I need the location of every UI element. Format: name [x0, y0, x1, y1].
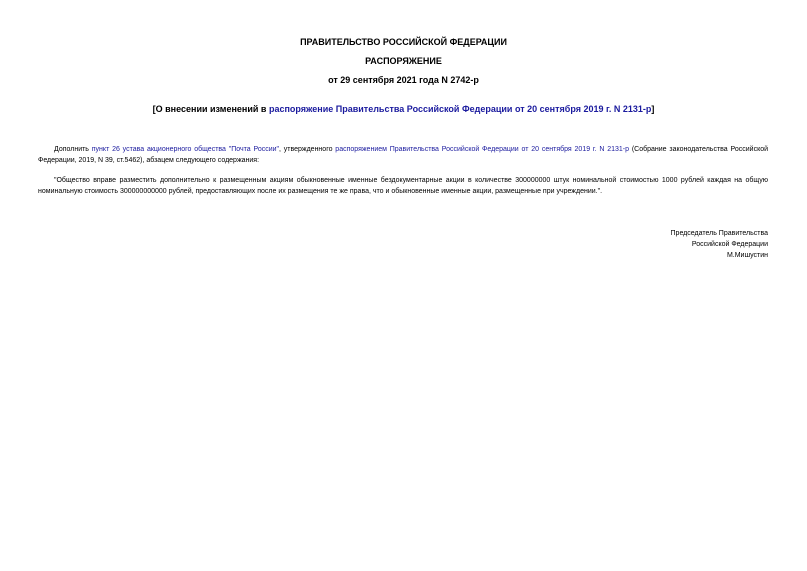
document-subject — [0, 104, 807, 115]
paragraph1-text-1: Дополнить — [54, 146, 92, 153]
document-date: от 29 сентября 2021 года N 2742-р — [328, 75, 479, 85]
subject-reference-link[interactable]: распоряжение Правительства Российской Федерации от 20 сентября 2019 г. N 2131-р — [268, 104, 652, 114]
signature-country: Российской Федерации — [691, 241, 768, 248]
subject-suffix: ] — [651, 104, 655, 114]
charter-clause-link[interactable]: пункт 26 устава акционерного общества "Почта России" — [91, 146, 280, 153]
amendment-paragraph — [38, 144, 768, 166]
signature-position: Председатель Правительства — [670, 230, 768, 237]
document-type: РАСПОРЯЖЕНИЕ — [365, 56, 442, 66]
signature-name: М.Мишустин — [726, 252, 768, 259]
signature-block — [671, 228, 768, 261]
paragraph1-text-2: , утвержденного — [279, 146, 336, 153]
order-reference-link[interactable]: распоряжением Правительства Российской Федерации от 20 сентября 2019 г. N 2131-р — [335, 146, 630, 153]
government-title: ПРАВИТЕЛЬСТВО РОССИЙСКОЙ ФЕДЕРАЦИИ — [300, 37, 507, 47]
quoted-amendment-paragraph: "Общество вправе разместить дополнительно к размещенным акциям обыкновенные именные бездокументарные акции в количестве 300000000 штук номинальной стоимостью 1000 рублей каждая на общую номинальную стоимость 300000000000 рублей, предоставляющих после их размещения те же права, что и обыкновенные именные акции, размещенные при учреждении.". — [38, 177, 768, 195]
paragraph1-text-3: (Собрание законодательства Российской Федерации, 2019, N 39, ст.5462), абзацем следующего содержания: — [38, 146, 769, 164]
subject-prefix: [О внесении изменений в — [152, 104, 269, 114]
